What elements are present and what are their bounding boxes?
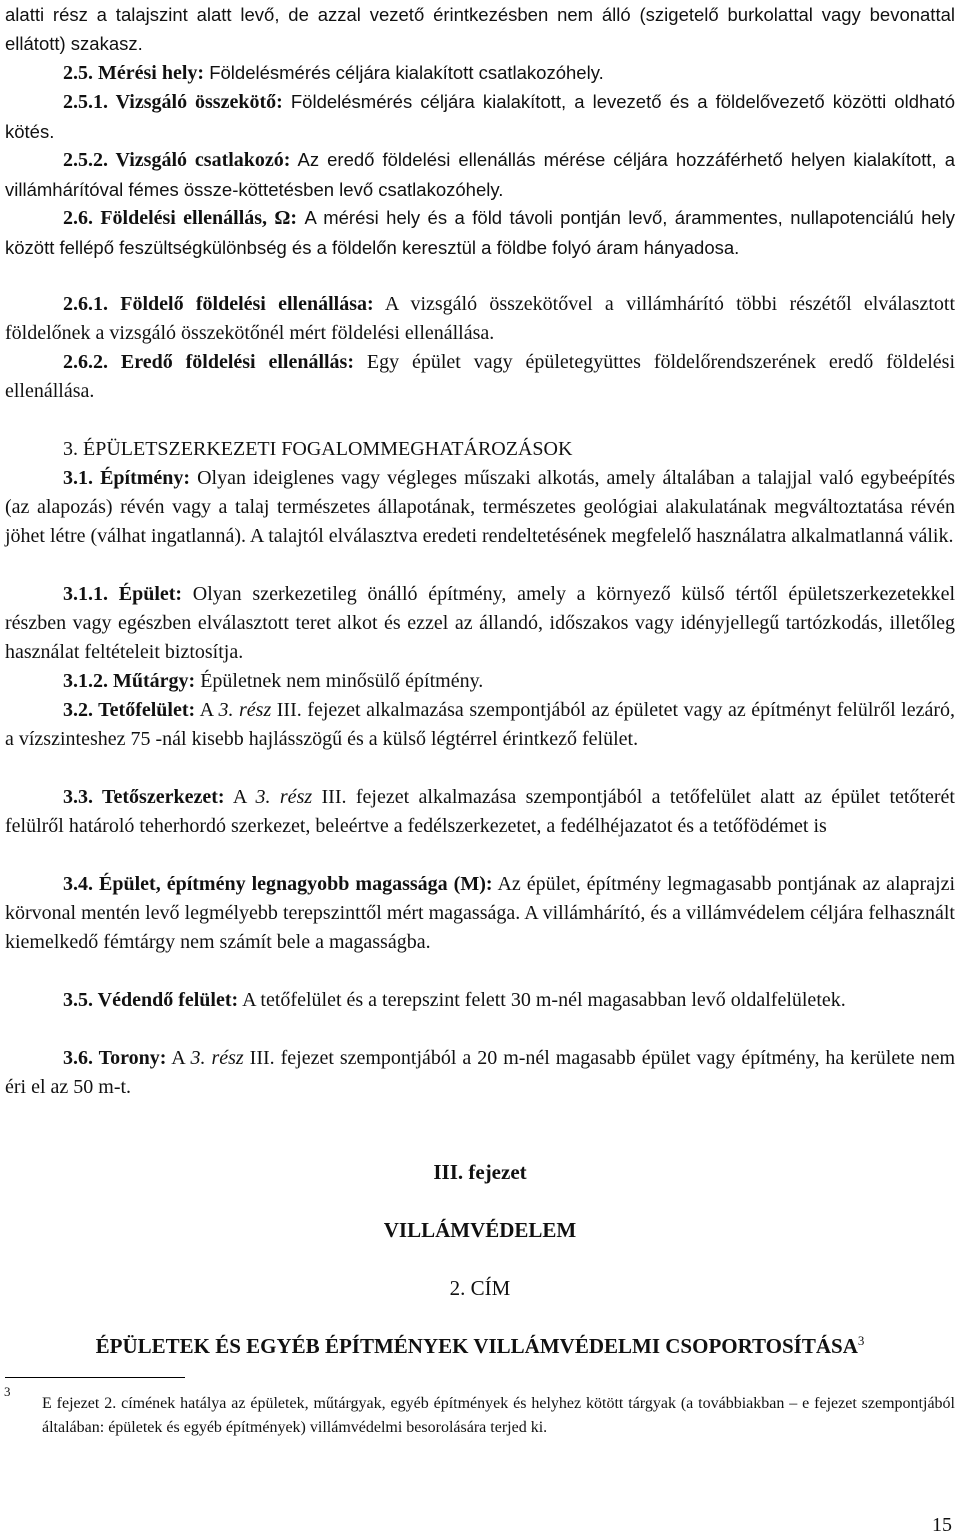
paragraph-2-5: 2.5. Mérési hely: Földelésmérés céljára kialakított csatlakozóhely.: [63, 62, 604, 84]
section-heading: ÉPÜLETEK ÉS EGYÉB ÉPÍTMÉNYEK VILLÁMVÉDELMI CSOPORTOSÍTÁSA$^3$: [95, 1333, 865, 1358]
paragraph-3-1: 3.1. Építmény: Olyan ideiglenes vagy végleges műszaki alkotás, amely általában a talajjal való egybeépítés (az alapozás) révén vagy a talaj természetes állapotának, természetes geológiai alakulatának megváltoztatása révén jöhet létre (válhat ingatlanná). A talajtól elválasztva eredeti rendeltetésének megfelelő használatra alkalmatlanná válik.: [5, 467, 955, 547]
footnote-separator: [5, 1377, 185, 1378]
paragraph-2-6-1: 2.6.1. Földelő földelési ellenállása: A vizsgáló összekötővel a villámhárító többi részétől elválasztott földelőnek a vizsgáló összekötőnél mért földelési ellenállása.: [5, 293, 955, 344]
footnote-text: E fejezet 2. címének hatálya az épületek, műtárgyak, egyéb építmények és helyhez kötött tárgyak (a továbbiakban – e fejezet szempontjából általában: épületek és egyéb építmények) villámvédelmi besorolására terjed ki.: [42, 1395, 955, 1436]
section-title: 2. CÍM: [449, 1276, 511, 1300]
paragraph-2-5-1: 2.5.1. Vizsgáló összekötő: Földelésmérés céljára kialakított, a levezető és a földelővezető közötti oldható kötés.: [5, 91, 955, 142]
page-number: 15: [932, 1514, 952, 1536]
footnote-mark: 3: [4, 1384, 11, 1399]
paragraph-3-1-2: 3.1.2. Műtárgy: Épületnek nem minősülő építmény.: [63, 670, 484, 692]
paragraph-2-5-2: 2.5.2. Vizsgáló csatlakozó: Az eredő földelési ellenállás mérése céljára hozzáférhető helyen kialakított, a villámhárítóval fémes össze-köttetésben levő csatlakozóhely.: [5, 149, 956, 200]
chapter-subtitle: VILLÁMVÉDELEM: [383, 1218, 577, 1242]
paragraph-2-6-2: 2.6.2. Eredő földelési ellenállás: Egy épület vagy épületegyüttes földelőrendszerének eredő földelési ellenállása.: [5, 351, 955, 402]
paragraph-2-6: 2.6. Földelési ellenállás, Ω: A mérési hely és a föld távoli pontján levő, árammentes, nullapotenciálú hely között fellépő feszültségkülönbség és a földelőn keresztül a földbe folyó áram hányadosa.: [5, 207, 956, 258]
paragraph-continuation: alatti rész a talajszint alatt levő, de azzal vezető érintkezésben nem álló (szigetelő burkolattal vagy bevonattal ellátott) szakasz.: [5, 4, 955, 54]
chapter-title: III. fejezet: [433, 1160, 527, 1184]
paragraph-3-1-1: 3.1.1. Épület: Olyan szerkezetileg önálló építmény, amely a környező külső tértől épületszerkezetekkel részben vagy egészben elválasztott teret alkot és ezzel az állandó, időszakos vagy idényjellegű tartózkodás, illetőleg használat feltételeit biztosítja.: [5, 583, 955, 663]
paragraph-3-3: 3.3. Tetőszerkezet: A 3. rész III. fejezet alkalmazása szempontjából a tetőfelület alatt az épület tetőterét felülről határoló teherhordó szerkezet, beleértve a fedélszerkezetet, a fedélhéjazatot és a tetőfödémet is: [5, 786, 955, 837]
paragraph-3-2: 3.2. Tetőfelület: A 3. rész III. fejezet alkalmazása szempontjából az épületet vagy az építményt felülről lezáró, a vízszinteshez 75 -nál kisebb hajlásszögű és a külső légtérrel érintkező felület.: [5, 699, 956, 750]
paragraph-3-5: 3.5. Védendő felület: A tetőfelület és a terepszint felett 30 m-nél magasabban levő oldalfelületek.: [63, 989, 846, 1011]
footnote-reference[interactable]: 3: [857, 1333, 865, 1348]
section-3-heading: 3. ÉPÜLETSZERKEZETI FOGALOMMEGHATÁROZÁSOK: [63, 438, 573, 460]
paragraph-3-4: 3.4. Épület, építmény legnagyobb magassága (M): Az épület, építmény legmagasabb pontjának az alaprajzi körvonal mentén levő legmélyebb terepszinttől mért magassága. A villámhárító, és a villámvédelem céljára felhasznált kiemelkedő fémtárgy nem számít bele a magasságba.: [5, 873, 956, 953]
paragraph-3-6: 3.6. Torony: A 3. rész III. fejezet szempontjából a 20 m-nél magasabb épület vagy építmény, ha kerülete nem éri el az 50 m-t.: [5, 1047, 956, 1098]
